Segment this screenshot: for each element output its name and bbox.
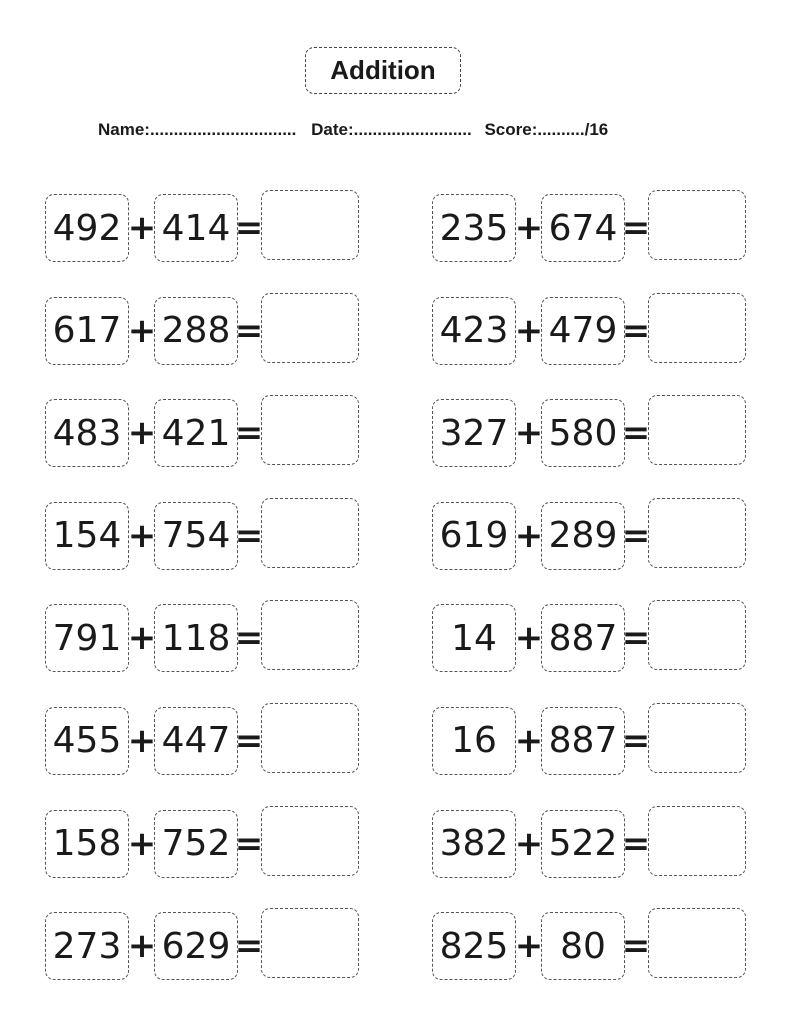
answer-box[interactable]	[261, 806, 359, 876]
first-addend-box: 423	[432, 297, 516, 365]
first-addend-box: 483	[45, 399, 129, 467]
second-addend-box: 479	[541, 297, 625, 365]
second-addend-box: 447	[154, 707, 238, 775]
equals-sign: =	[621, 618, 651, 659]
answer-box[interactable]	[648, 703, 746, 773]
problem-row	[45, 806, 375, 878]
first-addend-box: 455	[45, 707, 129, 775]
name-field[interactable]: Name:...............................	[98, 120, 297, 139]
answer-box[interactable]	[648, 908, 746, 978]
first-addend-box: 825	[432, 912, 516, 980]
equals-sign: =	[621, 926, 651, 967]
problem-row	[45, 395, 375, 467]
plus-sign: +	[514, 515, 544, 556]
problem-row	[432, 806, 762, 878]
first-addend-box: 14	[432, 604, 516, 672]
answer-box[interactable]	[648, 600, 746, 670]
second-addend-box: 118	[154, 604, 238, 672]
plus-sign: +	[514, 413, 544, 454]
second-addend-box: 754	[154, 502, 238, 570]
plus-sign: +	[127, 823, 157, 864]
equals-sign: =	[234, 310, 264, 351]
second-addend-box: 288	[154, 297, 238, 365]
problem-row	[432, 703, 762, 775]
plus-sign: +	[514, 720, 544, 761]
second-addend-box: 887	[541, 604, 625, 672]
problem-row	[45, 293, 375, 365]
equals-sign: =	[621, 413, 651, 454]
problems-left-column	[45, 190, 375, 1011]
plus-sign: +	[514, 823, 544, 864]
plus-sign: +	[514, 208, 544, 248]
answer-box[interactable]	[261, 395, 359, 465]
equals-sign: =	[621, 720, 651, 761]
plus-sign: +	[127, 618, 157, 659]
first-addend-box: 154	[45, 502, 129, 570]
problem-row	[45, 498, 375, 570]
equals-sign: =	[234, 618, 264, 659]
problem-row	[432, 600, 762, 672]
first-addend-box: 327	[432, 399, 516, 467]
problem-row	[432, 498, 762, 570]
answer-box[interactable]	[261, 600, 359, 670]
first-addend-box: 158	[45, 810, 129, 878]
answer-box[interactable]	[648, 498, 746, 568]
problem-row	[45, 908, 375, 980]
date-field[interactable]: Date:.........................	[311, 120, 472, 139]
problem-row	[432, 395, 762, 467]
equals-sign: =	[621, 515, 651, 556]
answer-box[interactable]	[261, 908, 359, 978]
second-addend-box: 80	[541, 912, 625, 980]
first-addend-box: 273	[45, 912, 129, 980]
equals-sign: =	[234, 926, 264, 967]
problem-row	[432, 908, 762, 980]
second-addend-box: 414	[154, 194, 238, 262]
problem-row	[45, 703, 375, 775]
answer-box[interactable]	[648, 190, 746, 260]
problem-row	[432, 293, 762, 365]
equals-sign: =	[234, 208, 264, 248]
second-addend-box: 289	[541, 502, 625, 570]
problems-right-column	[432, 190, 762, 1011]
equals-sign: =	[234, 515, 264, 556]
first-addend-box: 619	[432, 502, 516, 570]
plus-sign: +	[514, 618, 544, 659]
plus-sign: +	[514, 926, 544, 967]
first-addend-box: 382	[432, 810, 516, 878]
plus-sign: +	[127, 720, 157, 761]
first-addend-box: 791	[45, 604, 129, 672]
equals-sign: =	[621, 208, 651, 248]
equals-sign: =	[234, 720, 264, 761]
answer-box[interactable]	[648, 293, 746, 363]
problem-row	[432, 190, 762, 262]
first-addend-box: 617	[45, 297, 129, 365]
equals-sign: =	[234, 823, 264, 864]
first-addend-box: 492	[45, 194, 129, 262]
first-addend-box: 235	[432, 194, 516, 262]
plus-sign: +	[514, 310, 544, 351]
second-addend-box: 752	[154, 810, 238, 878]
second-addend-box: 522	[541, 810, 625, 878]
problem-row	[45, 600, 375, 672]
answer-box[interactable]	[261, 498, 359, 568]
first-addend-box: 16	[432, 707, 516, 775]
answer-box[interactable]	[261, 190, 359, 260]
plus-sign: +	[127, 926, 157, 967]
plus-sign: +	[127, 413, 157, 454]
problem-row	[45, 190, 375, 262]
equals-sign: =	[621, 823, 651, 864]
equals-sign: =	[234, 413, 264, 454]
second-addend-box: 674	[541, 194, 625, 262]
second-addend-box: 887	[541, 707, 625, 775]
student-info-line	[98, 120, 718, 144]
plus-sign: +	[127, 310, 157, 351]
second-addend-box: 421	[154, 399, 238, 467]
answer-box[interactable]	[648, 806, 746, 876]
plus-sign: +	[127, 208, 157, 248]
answer-box[interactable]	[261, 293, 359, 363]
plus-sign: +	[127, 515, 157, 556]
equals-sign: =	[621, 310, 651, 351]
score-field[interactable]: Score:........../16	[484, 120, 609, 139]
second-addend-box: 580	[541, 399, 625, 467]
answer-box[interactable]	[261, 703, 359, 773]
worksheet-title: Addition	[305, 47, 461, 94]
second-addend-box: 629	[154, 912, 238, 980]
answer-box[interactable]	[648, 395, 746, 465]
